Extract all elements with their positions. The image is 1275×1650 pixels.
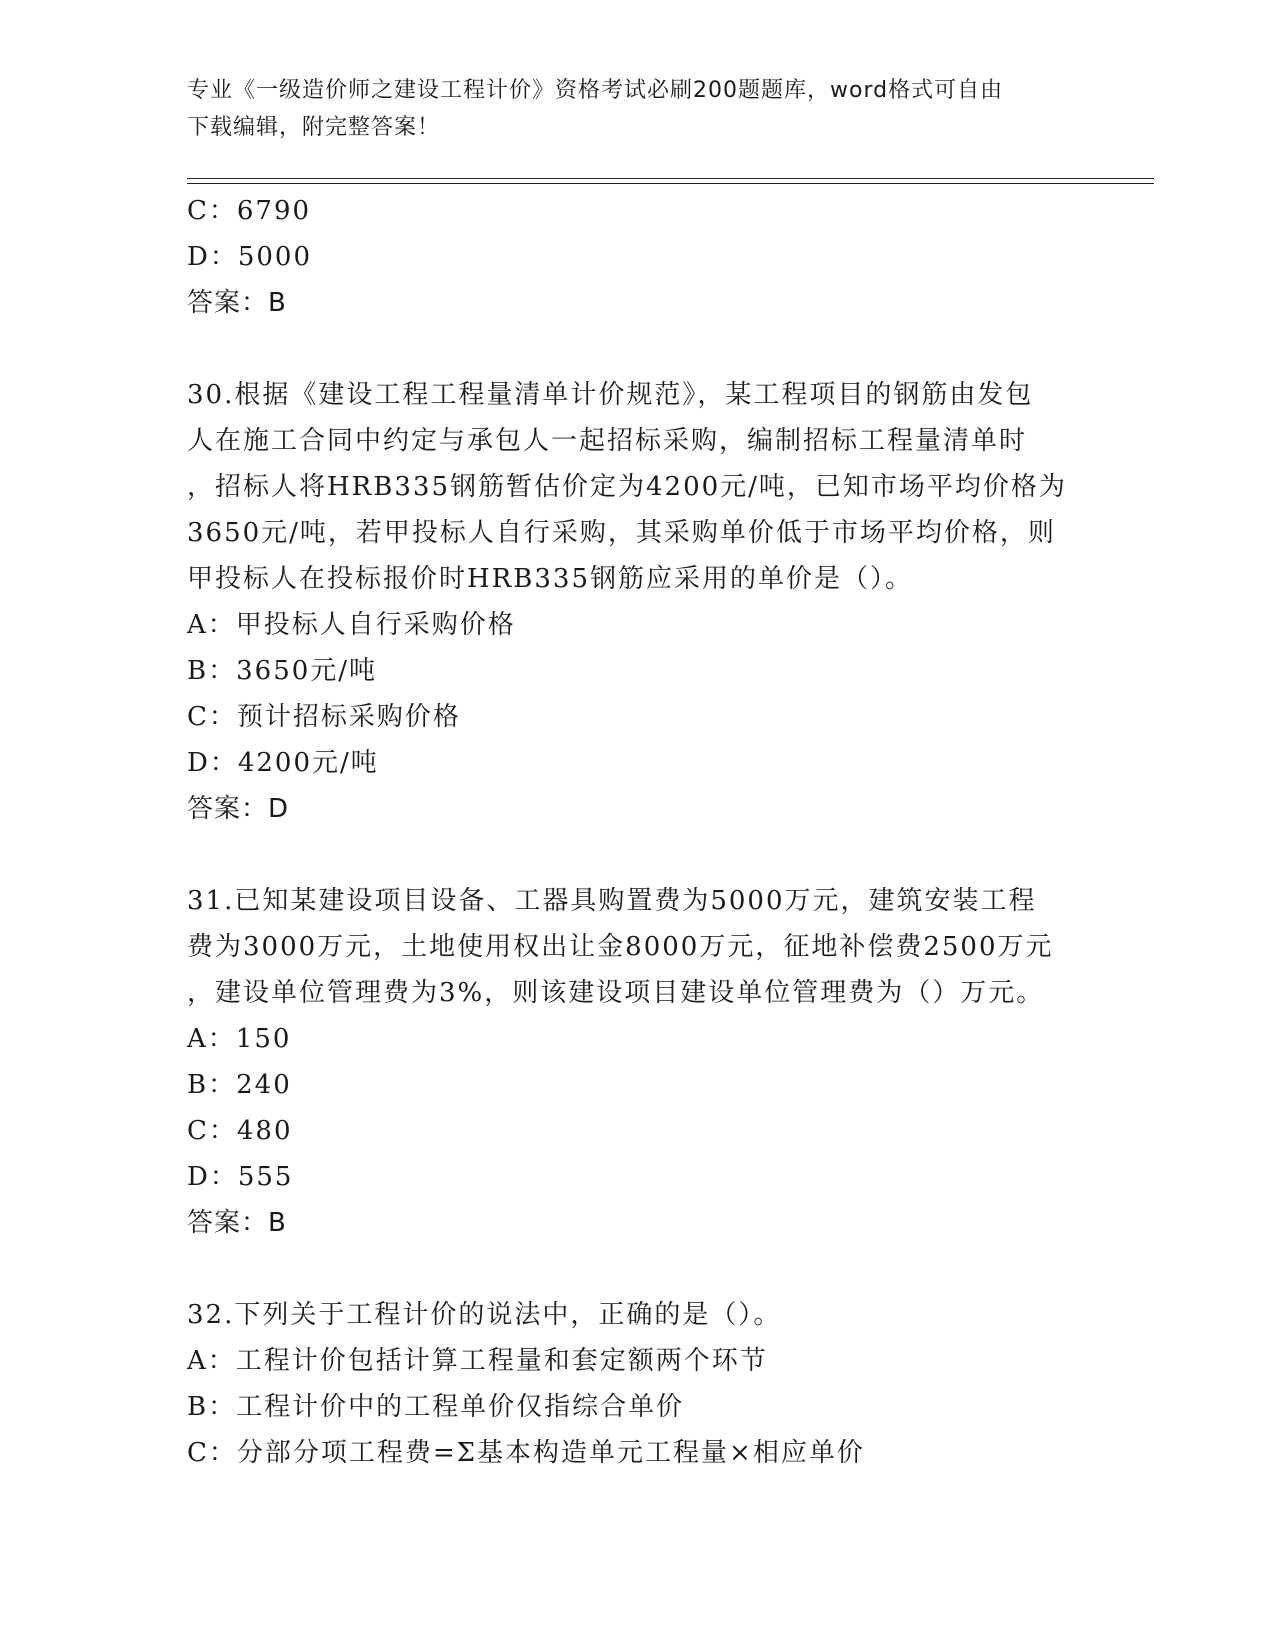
- question-line: 费为3000万元，土地使用权出让金8000万元，征地补偿费2500万元: [187, 932, 1054, 962]
- header-line-2: 下载编辑，附完整答案！: [187, 115, 441, 140]
- question-text: [187, 878, 1087, 1016]
- question-line: ，建设单位管理费为3%，则该建设项目建设单位管理费为（）万元。: [187, 978, 1045, 1008]
- option-b: B：3650元/吨: [187, 656, 378, 686]
- question-line: 31.已知某建设项目设备、工器具购置费为5000万元，建筑安装工程: [187, 886, 1037, 916]
- question-text: [187, 372, 1087, 602]
- option-d: D：5000: [187, 242, 313, 272]
- option-b: B：240: [187, 1070, 292, 1100]
- answer-line: 答案：B: [187, 288, 287, 318]
- page-header: [187, 72, 1087, 146]
- document-body: [187, 188, 1087, 1476]
- option-a: A：甲投标人自行采购价格: [187, 610, 516, 640]
- question-32: [187, 1292, 1087, 1476]
- question-line: 30.根据《建设工程工程量清单计价规范》，某工程项目的钢筋由发包: [187, 380, 1034, 410]
- option-c: C：6790: [187, 196, 312, 226]
- answer-line: 答案：D: [187, 794, 290, 824]
- option-a: A：工程计价包括计算工程量和套定额两个环节: [187, 1346, 768, 1376]
- header-divider-bottom: [187, 183, 1154, 184]
- header-line-1: 专业《一级造价师之建设工程计价》资格考试必刷200题题库，word格式可自由: [187, 78, 1004, 103]
- option-d: D：555: [187, 1162, 294, 1192]
- spacer: [187, 326, 1087, 372]
- question-30: [187, 372, 1087, 832]
- question-line: 人在施工合同中约定与承包人一起招标采购，编制招标工程量清单时: [187, 426, 1028, 456]
- question-line: 32.下列关于工程计价的说法中，正确的是（）。: [187, 1300, 782, 1330]
- option-d: D：4200元/吨: [187, 748, 379, 778]
- question-line: 甲投标人在投标报价时HRB335钢筋应采用的单价是（）。: [187, 564, 913, 594]
- answer-line: 答案：B: [187, 1208, 287, 1238]
- question-line: ，招标人将HRB335钢筋暂估价定为4200元/吨，已知市场平均价格为: [187, 472, 1067, 502]
- option-c: C：480: [187, 1116, 293, 1146]
- option-a: A：150: [187, 1024, 292, 1054]
- question-29-tail: [187, 188, 1087, 326]
- spacer: [187, 832, 1087, 878]
- header-divider-top: [187, 178, 1154, 179]
- option-b: B：工程计价中的工程单价仅指综合单价: [187, 1392, 685, 1422]
- question-31: [187, 878, 1087, 1246]
- option-c: C：分部分项工程费=Σ基本构造单元工程量×相应单价: [187, 1438, 865, 1468]
- question-line: 3650元/吨，若甲投标人自行采购，其采购单价低于市场平均价格，则: [187, 518, 1056, 548]
- option-c: C：预计招标采购价格: [187, 702, 461, 732]
- spacer: [187, 1246, 1087, 1292]
- question-text: [187, 1292, 1087, 1338]
